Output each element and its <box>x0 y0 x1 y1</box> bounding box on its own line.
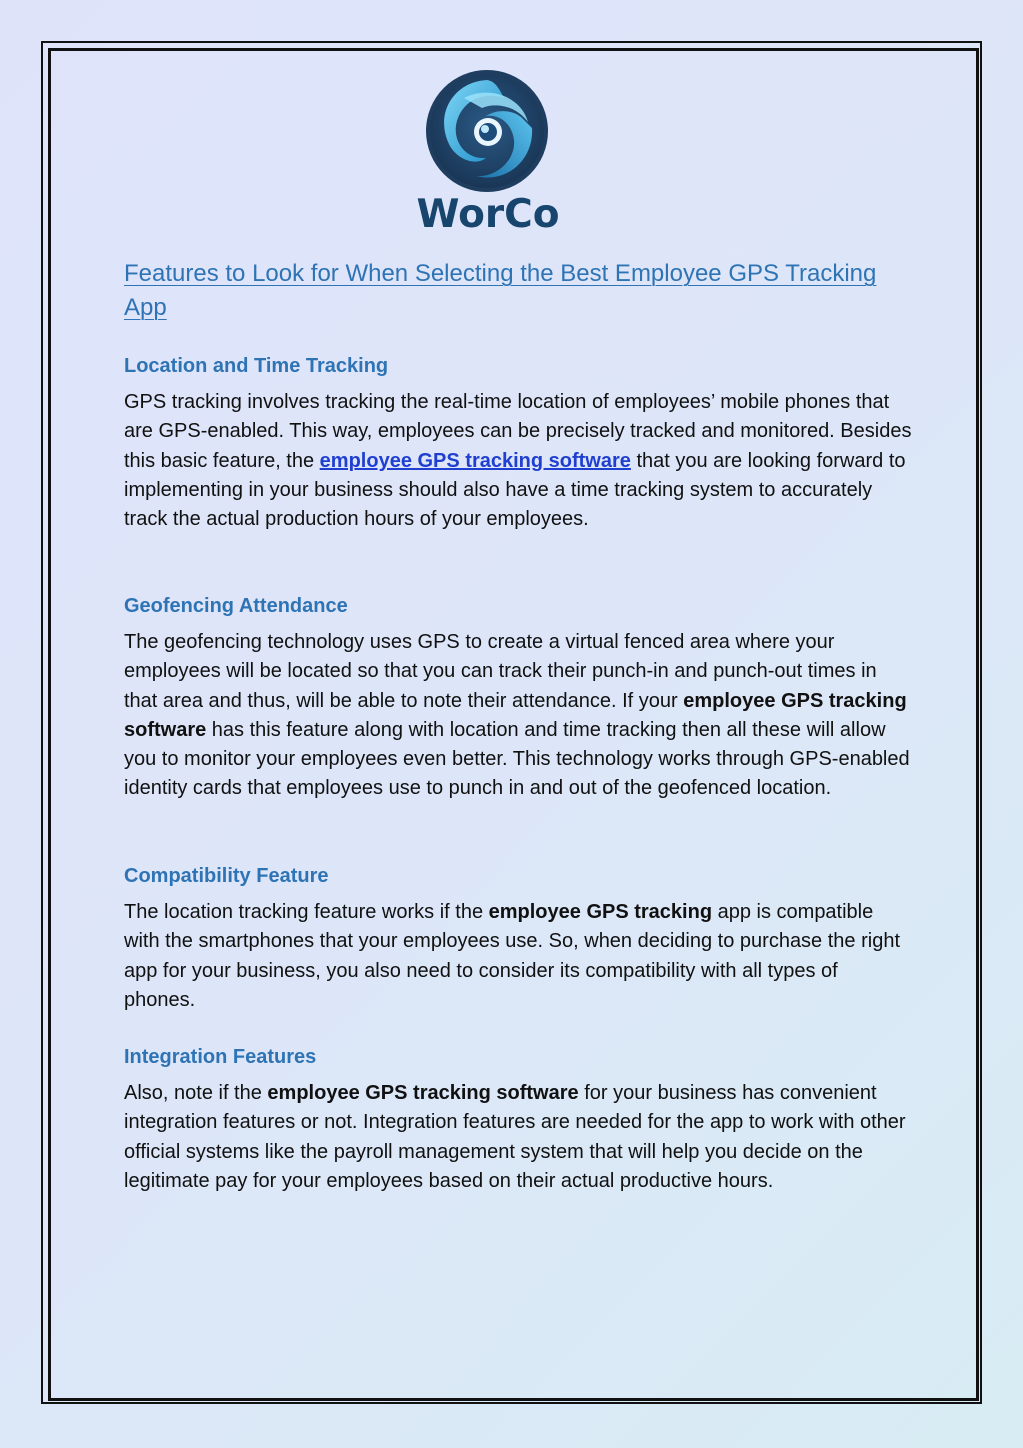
paragraph-text: that you are looking forward to implementing in your business should also have a time tracking system to accurately track the actual production hours of your employees. <box>124 449 906 531</box>
section-heading-geofencing: Geofencing Attendance <box>124 595 348 617</box>
section-heading-compatibility: Compatibility Feature <box>124 865 329 887</box>
bold-keyword: employee GPS tracking software <box>124 689 907 741</box>
paragraph-text: GPS tracking involves tracking the real-time location of employees’ mobile phones that are GPS-enabled. This way, employees can be precisely tracked and monitored. Besides this basic feature, the <box>124 391 912 472</box>
section-paragraph-geofencing <box>124 628 914 804</box>
section-heading-location-time: Location and Time Tracking <box>124 355 389 377</box>
section-heading-integration: Integration Features <box>124 1046 317 1068</box>
brand-name: WorCo <box>416 192 560 237</box>
employee-gps-tracking-software-link[interactable]: employee GPS tracking software <box>319 449 631 472</box>
section-paragraph-compatibility <box>124 898 914 1015</box>
paragraph-text: Also, note if the <box>124 1082 268 1104</box>
paragraph-text: for your business has convenient integration features or not. Integration features are needed for the app to work with other official systems like the payroll management system that will help you decide on the legitimate pay for your employees based on their actual productive hours. <box>124 1082 906 1192</box>
document-title[interactable]: Features to Look for When Selecting the Best Employee GPS Tracking App <box>124 260 877 321</box>
worco-logo <box>413 68 563 238</box>
section-paragraph-location-time <box>124 388 914 534</box>
section-paragraph-integration <box>124 1079 914 1196</box>
paragraph-text: The location tracking feature works if the <box>124 901 489 923</box>
paragraph-text: has this feature along with location and time tracking then all these will allow you to monitor your employees even better. This technology works through GPS-enabled identity cards that employees use to punch in and out of the geofenced location. <box>124 718 910 800</box>
paragraph-text: The geofencing technology uses GPS to create a virtual fenced area where your employees will be located so that you can track their punch-in and punch-out times in that area and thus, will be able to note their attendance. If your <box>124 631 877 712</box>
worco-swirl-icon <box>424 68 550 194</box>
paragraph-text: app is compatible with the smartphones that your employees use. So, when deciding to purchase the right app for your business, you also need to consider its compatibility with all types of phones. <box>124 901 901 1011</box>
bold-keyword: employee GPS tracking software <box>267 1082 579 1104</box>
bold-keyword: employee GPS tracking <box>488 901 713 923</box>
